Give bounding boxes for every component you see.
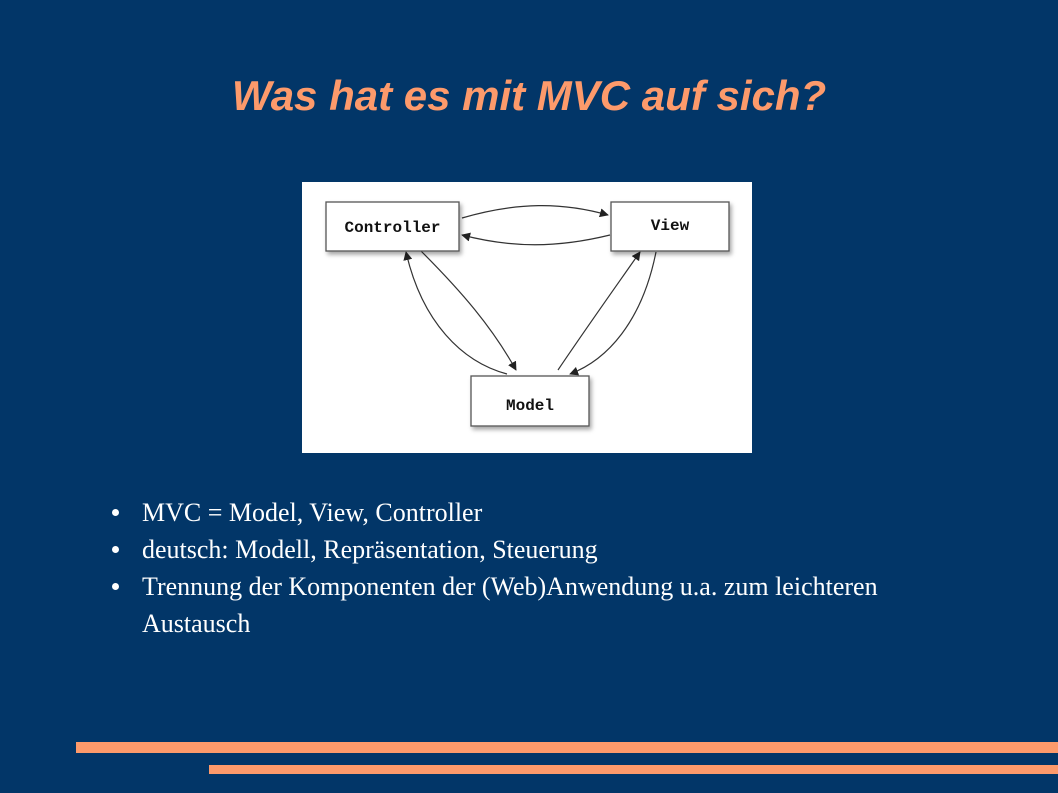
bullet-text: Trennung der Komponenten der (Web)Anwendung u.a. zum leichteren Austausch xyxy=(142,572,878,638)
bullet-dot-icon xyxy=(112,509,119,516)
bullet-item xyxy=(112,531,972,568)
accent-bar-bottom xyxy=(209,765,1058,774)
arrow-controller-to-view xyxy=(462,206,608,218)
bullet-dot-icon xyxy=(112,583,119,590)
controller-label: Controller xyxy=(344,219,441,237)
arrow-view-to-model xyxy=(570,252,656,374)
model-box xyxy=(471,376,589,426)
arrow-view-to-controller xyxy=(462,235,610,245)
arrow-controller-to-model xyxy=(420,250,516,370)
view-box xyxy=(611,202,729,251)
controller-box xyxy=(326,202,459,251)
accent-bar-top xyxy=(76,742,1058,753)
slide-title: Was hat es mit MVC auf sich? xyxy=(231,72,827,119)
bullet-text: MVC = Model, View, Controller xyxy=(142,498,483,527)
bullet-item xyxy=(112,494,972,531)
bullet-dot-icon xyxy=(112,546,119,553)
bullet-text: deutsch: Modell, Repräsentation, Steuerung xyxy=(142,535,598,564)
arrow-model-to-view xyxy=(558,252,640,370)
mvc-diagram-svg xyxy=(302,182,752,453)
mvc-diagram xyxy=(302,182,752,453)
bullet-list xyxy=(112,494,972,642)
model-label: Model xyxy=(505,397,555,415)
bullet-item xyxy=(112,568,972,642)
view-label: View xyxy=(650,217,690,235)
arrow-model-to-controller xyxy=(406,252,507,374)
